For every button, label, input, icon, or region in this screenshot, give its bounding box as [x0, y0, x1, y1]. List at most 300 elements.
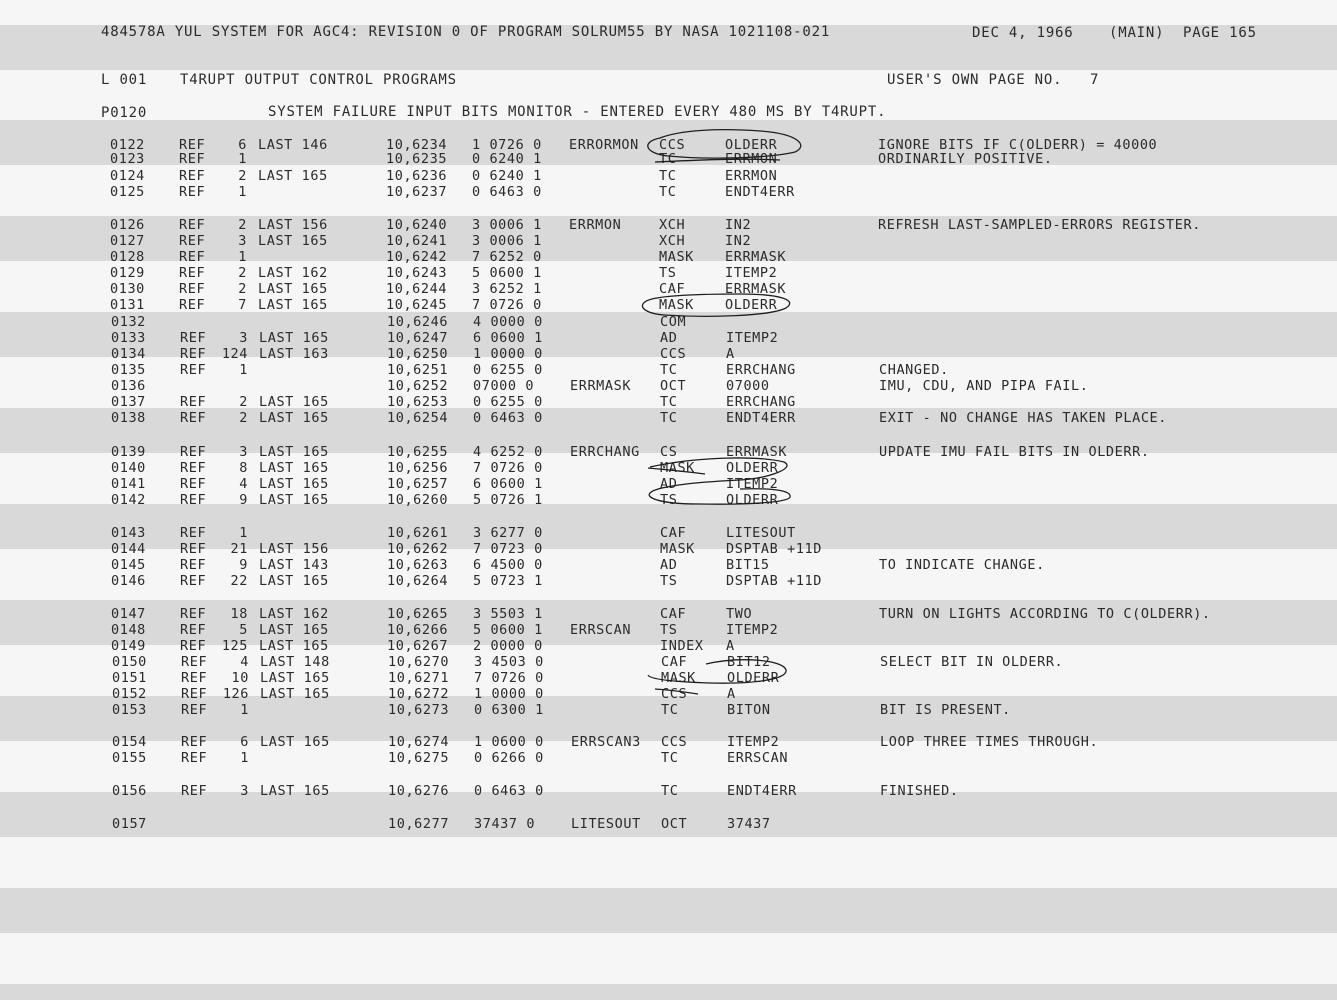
opcode: TC	[660, 410, 678, 426]
operand: OLDERR	[726, 460, 779, 476]
opcode: TS	[660, 622, 678, 638]
octal-word: 6 0600 1	[473, 476, 543, 492]
seq-number: 0140	[111, 460, 146, 476]
octal-word: 7 6252 0	[472, 249, 542, 265]
address: 10,6277	[388, 816, 450, 832]
seq-number: 0147	[111, 606, 146, 622]
octal-word: 0 6300 1	[474, 702, 544, 718]
octal-word: 1 0600 0	[474, 734, 544, 750]
address: 10,6261	[387, 525, 449, 541]
ref-count: 1	[240, 750, 249, 766]
last-ref: LAST 165	[258, 233, 328, 249]
octal-word: 1 0726 0	[472, 137, 542, 153]
label: ERRCHANG	[570, 444, 640, 460]
address: 10,6254	[387, 410, 449, 426]
seq-number: 0127	[110, 233, 145, 249]
octal-word: 0 6240 1	[472, 151, 542, 167]
seq-number: 0148	[111, 622, 146, 638]
octal-word: 2 0000 0	[473, 638, 543, 654]
ref-tag: REF	[179, 281, 206, 297]
paper-band	[0, 888, 1337, 933]
opcode: TC	[659, 151, 677, 167]
seq-number: 0130	[110, 281, 145, 297]
octal-word: 3 0006 1	[472, 217, 542, 233]
address: 10,6244	[386, 281, 448, 297]
octal-word: 0 6463 0	[474, 783, 544, 799]
octal-word: 0 6266 0	[474, 750, 544, 766]
operand: IN2	[725, 217, 752, 233]
ref-tag: REF	[180, 606, 207, 622]
opcode: COM	[660, 314, 687, 330]
opcode: MASK	[659, 297, 694, 313]
ref-tag: REF	[180, 492, 207, 508]
ref-tag: REF	[180, 444, 207, 460]
seq-number: 0152	[112, 686, 147, 702]
octal-word: 07000 0	[473, 378, 535, 394]
operand: LITESOUT	[726, 525, 796, 541]
label: ERRMON	[569, 217, 622, 233]
octal-word: 5 0600 1	[472, 265, 542, 281]
opcode: CS	[660, 444, 678, 460]
opcode: MASK	[661, 670, 696, 686]
seq-number: 0136	[111, 378, 146, 394]
last-ref: LAST 165	[259, 460, 329, 476]
last-ref: LAST 165	[260, 734, 330, 750]
opcode: CCS	[661, 734, 688, 750]
users-page-number: USER'S OWN PAGE NO. 7	[887, 72, 1100, 88]
label: ERRSCAN3	[571, 734, 641, 750]
comment: REFRESH LAST-SAMPLED-ERRORS REGISTER.	[878, 217, 1201, 233]
header-section: (MAIN)	[1109, 25, 1165, 41]
operand: BIT15	[726, 557, 770, 573]
ref-count: 22	[230, 573, 248, 589]
ref-tag: REF	[180, 460, 207, 476]
opcode: MASK	[659, 249, 694, 265]
comment: SELECT BIT IN OLDERR.	[880, 654, 1064, 670]
opcode: AD	[660, 476, 678, 492]
ref-tag: REF	[181, 750, 208, 766]
octal-word: 7 0726 0	[474, 670, 544, 686]
address: 10,6271	[388, 670, 450, 686]
address: 10,6252	[387, 378, 449, 394]
opcode: OCT	[661, 816, 688, 832]
ref-tag: REF	[180, 410, 207, 426]
opcode: CCS	[661, 686, 688, 702]
last-ref: LAST 165	[260, 686, 330, 702]
opcode: OCT	[660, 378, 687, 394]
octal-word: 6 0600 1	[473, 330, 543, 346]
operand: ERRMON	[725, 151, 778, 167]
opcode: INDEX	[660, 638, 704, 654]
ref-tag: REF	[179, 168, 206, 184]
ref-count: 1	[240, 702, 249, 718]
octal-word: 4 0000 0	[473, 314, 543, 330]
card-number: P0120	[101, 105, 148, 121]
label: LITESOUT	[571, 816, 641, 832]
operand: OLDERR	[727, 670, 780, 686]
ref-tag: REF	[180, 330, 207, 346]
last-ref: LAST 156	[258, 217, 328, 233]
ref-tag: REF	[181, 734, 208, 750]
address: 10,6235	[386, 151, 448, 167]
octal-word: 4 6252 0	[473, 444, 543, 460]
ref-tag: REF	[179, 137, 206, 153]
operand: ENDT4ERR	[726, 410, 796, 426]
seq-number: 0124	[110, 168, 145, 184]
seq-number: 0133	[111, 330, 146, 346]
last-ref: LAST 165	[258, 168, 328, 184]
last-ref: LAST 156	[259, 541, 329, 557]
comment: FINISHED.	[880, 783, 959, 799]
ref-count: 9	[239, 492, 248, 508]
ref-tag: REF	[180, 346, 207, 362]
opcode: TC	[660, 362, 678, 378]
ref-count: 18	[230, 606, 248, 622]
ref-count: 9	[239, 557, 248, 573]
octal-word: 5 0723 1	[473, 573, 543, 589]
ref-count: 125	[221, 638, 248, 654]
operand: OLDERR	[725, 297, 778, 313]
ref-tag: REF	[179, 184, 206, 200]
comment: EXIT - NO CHANGE HAS TAKEN PLACE.	[879, 410, 1168, 426]
address: 10,6253	[387, 394, 449, 410]
operand: ERRMASK	[726, 444, 788, 460]
seq-number: 0155	[112, 750, 147, 766]
opcode: TC	[661, 783, 679, 799]
last-ref: LAST 163	[259, 346, 329, 362]
operand: 37437	[727, 816, 771, 832]
log-title: T4RUPT OUTPUT CONTROL PROGRAMS	[180, 72, 457, 88]
address: 10,6257	[387, 476, 449, 492]
last-ref: LAST 165	[258, 297, 328, 313]
opcode: TC	[659, 184, 677, 200]
comment: CHANGED.	[879, 362, 949, 378]
seq-number: 0151	[112, 670, 147, 686]
address: 10,6250	[387, 346, 449, 362]
address: 10,6255	[387, 444, 449, 460]
comment: ORDINARILY POSITIVE.	[878, 151, 1053, 167]
seq-number: 0138	[111, 410, 146, 426]
ref-tag: REF	[181, 702, 208, 718]
label: ERRORMON	[569, 137, 639, 153]
address: 10,6246	[387, 314, 449, 330]
operand: ERRMASK	[725, 281, 787, 297]
operand: DSPTAB +11D	[726, 573, 823, 589]
operand: ERRSCAN	[727, 750, 789, 766]
seq-number: 0134	[111, 346, 146, 362]
operand: BITON	[727, 702, 771, 718]
opcode: CAF	[661, 654, 688, 670]
ref-count: 6	[240, 734, 249, 750]
header-date: DEC 4, 1966	[972, 25, 1074, 41]
seq-number: 0128	[110, 249, 145, 265]
octal-word: 5 0600 1	[473, 622, 543, 638]
operand: OLDERR	[726, 492, 779, 508]
octal-word: 7 0726 0	[473, 460, 543, 476]
ref-count: 6	[238, 137, 247, 153]
operand: ERRMON	[725, 168, 778, 184]
ref-count: 3	[239, 330, 248, 346]
ref-tag: REF	[181, 686, 208, 702]
seq-number: 0139	[111, 444, 146, 460]
operand: A	[727, 686, 736, 702]
address: 10,6276	[388, 783, 450, 799]
seq-number: 0146	[111, 573, 146, 589]
ref-count: 10	[231, 670, 249, 686]
opcode: CCS	[659, 137, 686, 153]
octal-word: 5 0726 1	[473, 492, 543, 508]
ref-tag: REF	[179, 233, 206, 249]
ref-tag: REF	[181, 670, 208, 686]
ref-tag: REF	[179, 151, 206, 167]
operand: ITEMP2	[725, 265, 778, 281]
seq-number: 0156	[112, 783, 147, 799]
opcode: CAF	[659, 281, 686, 297]
ref-count: 21	[230, 541, 248, 557]
ref-tag: REF	[180, 557, 207, 573]
last-ref: LAST 165	[260, 670, 330, 686]
last-ref: LAST 165	[259, 622, 329, 638]
address: 10,6237	[386, 184, 448, 200]
last-ref: LAST 165	[259, 638, 329, 654]
opcode: TC	[660, 394, 678, 410]
comment: LOOP THREE TIMES THROUGH.	[880, 734, 1099, 750]
ref-tag: REF	[179, 265, 206, 281]
address: 10,6273	[388, 702, 450, 718]
seq-number: 0129	[110, 265, 145, 281]
opcode: TC	[661, 750, 679, 766]
ref-tag: REF	[180, 573, 207, 589]
address: 10,6251	[387, 362, 449, 378]
address: 10,6264	[387, 573, 449, 589]
address: 10,6275	[388, 750, 450, 766]
address: 10,6272	[388, 686, 450, 702]
last-ref: LAST 162	[259, 606, 329, 622]
opcode: CAF	[660, 525, 687, 541]
address: 10,6270	[388, 654, 450, 670]
ref-count: 2	[238, 217, 247, 233]
ref-count: 2	[239, 410, 248, 426]
comment: IGNORE BITS IF C(OLDERR) = 40000	[878, 137, 1158, 153]
octal-word: 3 4503 0	[474, 654, 544, 670]
ref-count: 124	[221, 346, 248, 362]
address: 10,6266	[387, 622, 449, 638]
ref-tag: REF	[180, 476, 207, 492]
octal-word: 0 6255 0	[473, 394, 543, 410]
operand: TWO	[726, 606, 753, 622]
last-ref: LAST 165	[259, 492, 329, 508]
opcode: TS	[660, 492, 678, 508]
octal-word: 0 6255 0	[473, 362, 543, 378]
ref-count: 3	[239, 444, 248, 460]
ref-tag: REF	[180, 394, 207, 410]
address: 10,6265	[387, 606, 449, 622]
address: 10,6236	[386, 168, 448, 184]
octal-word: 0 6463 0	[473, 410, 543, 426]
ref-count: 2	[238, 168, 247, 184]
paper-band	[0, 984, 1337, 1000]
seq-number: 0141	[111, 476, 146, 492]
ref-tag: REF	[181, 654, 208, 670]
last-ref: LAST 165	[259, 394, 329, 410]
opcode: TC	[659, 168, 677, 184]
ref-count: 2	[238, 281, 247, 297]
last-ref: LAST 165	[258, 281, 328, 297]
last-ref: LAST 148	[260, 654, 330, 670]
octal-word: 7 0726 0	[472, 297, 542, 313]
comment: BIT IS PRESENT.	[880, 702, 1011, 718]
operand: ENDT4ERR	[725, 184, 795, 200]
operand: ITEMP2	[726, 622, 779, 638]
seq-number: 0123	[110, 151, 145, 167]
address: 10,6241	[386, 233, 448, 249]
operand: IN2	[725, 233, 752, 249]
label: ERRSCAN	[570, 622, 632, 638]
opcode: MASK	[660, 541, 695, 557]
address: 10,6260	[387, 492, 449, 508]
comment: IMU, CDU, AND PIPA FAIL.	[879, 378, 1089, 394]
address: 10,6243	[386, 265, 448, 281]
seq-number: 0149	[111, 638, 146, 654]
ref-count: 3	[238, 233, 247, 249]
address: 10,6274	[388, 734, 450, 750]
seq-number: 0157	[112, 816, 147, 832]
log-line: L 001	[101, 72, 148, 88]
address: 10,6245	[386, 297, 448, 313]
ref-count: 3	[240, 783, 249, 799]
octal-word: 0 6240 1	[472, 168, 542, 184]
opcode: XCH	[659, 233, 686, 249]
address: 10,6263	[387, 557, 449, 573]
last-ref: LAST 165	[259, 573, 329, 589]
octal-word: 3 6277 0	[473, 525, 543, 541]
opcode: AD	[660, 557, 678, 573]
operand: BIT12	[727, 654, 771, 670]
operand: A	[726, 638, 735, 654]
comment: UPDATE IMU FAIL BITS IN OLDERR.	[879, 444, 1150, 460]
opcode: MASK	[660, 460, 695, 476]
ref-count: 2	[238, 265, 247, 281]
ref-count: 5	[239, 622, 248, 638]
ref-count: 7	[238, 297, 247, 313]
operand: ERRCHANG	[726, 362, 796, 378]
ref-tag: REF	[180, 541, 207, 557]
octal-word: 3 6252 1	[472, 281, 542, 297]
octal-word: 1 0000 0	[474, 686, 544, 702]
comment: TO INDICATE CHANGE.	[879, 557, 1045, 573]
octal-word: 6 4500 0	[473, 557, 543, 573]
address: 10,6262	[387, 541, 449, 557]
last-ref: LAST 165	[259, 330, 329, 346]
seq-number: 0143	[111, 525, 146, 541]
octal-word: 0 6463 0	[472, 184, 542, 200]
last-ref: LAST 165	[259, 410, 329, 426]
seq-number: 0122	[110, 137, 145, 153]
address: 10,6240	[386, 217, 448, 233]
opcode: TS	[659, 265, 677, 281]
last-ref: LAST 165	[260, 783, 330, 799]
header-page: PAGE 165	[1183, 25, 1257, 41]
last-ref: LAST 165	[259, 476, 329, 492]
opcode: CCS	[660, 346, 687, 362]
ref-count: 1	[239, 362, 248, 378]
last-ref: LAST 165	[259, 444, 329, 460]
ref-tag: REF	[179, 217, 206, 233]
label: ERRMASK	[570, 378, 632, 394]
seq-number: 0135	[111, 362, 146, 378]
seq-number: 0153	[112, 702, 147, 718]
operand: OLDERR	[725, 137, 778, 153]
last-ref: LAST 162	[258, 265, 328, 281]
operand: ITEMP2	[726, 476, 779, 492]
ref-tag: REF	[180, 638, 207, 654]
seq-number: 0132	[111, 314, 146, 330]
ref-count: 8	[239, 460, 248, 476]
comment: TURN ON LIGHTS ACCORDING TO C(OLDERR).	[879, 606, 1211, 622]
seq-number: 0150	[112, 654, 147, 670]
octal-word: 7 0723 0	[473, 541, 543, 557]
operand: ERRMASK	[725, 249, 787, 265]
octal-word: 1 0000 0	[473, 346, 543, 362]
operand: DSPTAB +11D	[726, 541, 823, 557]
opcode: XCH	[659, 217, 686, 233]
ref-tag: REF	[179, 249, 206, 265]
ref-count: 1	[238, 184, 247, 200]
ref-tag: REF	[180, 362, 207, 378]
address: 10,6247	[387, 330, 449, 346]
address: 10,6234	[386, 137, 448, 153]
octal-word: 37437 0	[474, 816, 536, 832]
ref-tag: REF	[181, 783, 208, 799]
ref-tag: REF	[180, 622, 207, 638]
job-header: 484578A YUL SYSTEM FOR AGC4: REVISION 0 OF PROGRAM SOLRUM55 BY NASA 1021108-021	[101, 24, 831, 40]
octal-word: 3 0006 1	[472, 233, 542, 249]
operand: ENDT4ERR	[727, 783, 797, 799]
operand: ITEMP2	[726, 330, 779, 346]
ref-count: 4	[240, 654, 249, 670]
seq-number: 0125	[110, 184, 145, 200]
ref-count: 2	[239, 394, 248, 410]
seq-number: 0144	[111, 541, 146, 557]
address: 10,6256	[387, 460, 449, 476]
seq-number: 0142	[111, 492, 146, 508]
opcode: AD	[660, 330, 678, 346]
ref-tag: REF	[179, 297, 206, 313]
operand: ERRCHANG	[726, 394, 796, 410]
seq-number: 0126	[110, 217, 145, 233]
opcode: TC	[661, 702, 679, 718]
ref-count: 1	[239, 525, 248, 541]
seq-number: 0137	[111, 394, 146, 410]
operand: ITEMP2	[727, 734, 780, 750]
address: 10,6242	[386, 249, 448, 265]
ref-tag: REF	[180, 525, 207, 541]
ref-count: 126	[222, 686, 249, 702]
seq-number: 0131	[110, 297, 145, 313]
operand: 07000	[726, 378, 770, 394]
ref-count: 4	[239, 476, 248, 492]
opcode: CAF	[660, 606, 687, 622]
seq-number: 0154	[112, 734, 147, 750]
last-ref: LAST 146	[258, 137, 328, 153]
last-ref: LAST 143	[259, 557, 329, 573]
seq-number: 0145	[111, 557, 146, 573]
section-heading: SYSTEM FAILURE INPUT BITS MONITOR - ENTERED EVERY 480 MS BY T4RUPT.	[268, 104, 887, 120]
address: 10,6267	[387, 638, 449, 654]
opcode: TS	[660, 573, 678, 589]
ref-count: 1	[238, 151, 247, 167]
octal-word: 3 5503 1	[473, 606, 543, 622]
